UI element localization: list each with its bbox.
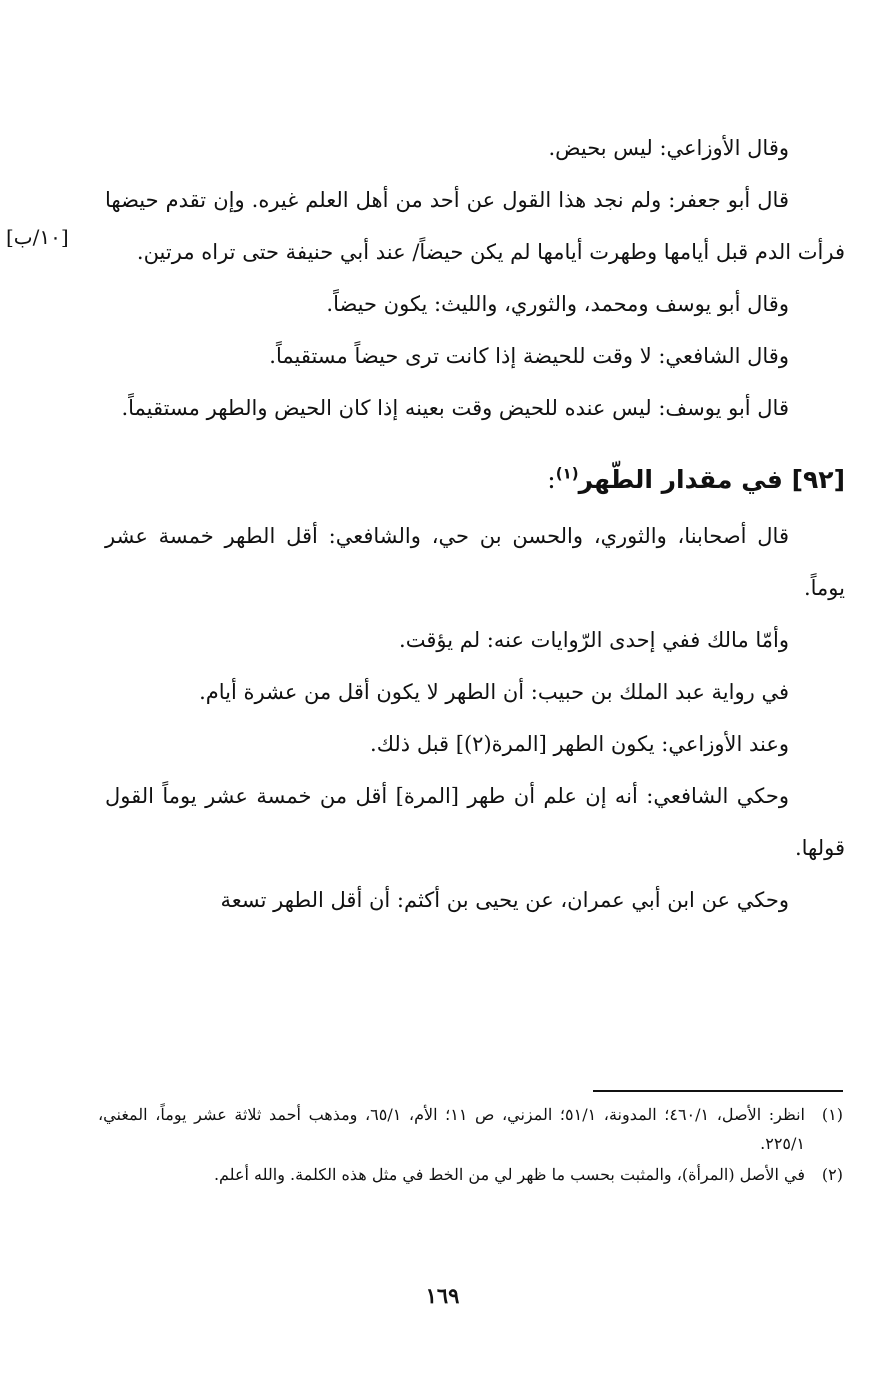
page-number: ١٦٩ bbox=[425, 1283, 460, 1308]
footnote-divider bbox=[593, 1090, 843, 1092]
paragraph-awzai-tuhr: وعند الأوزاعي: يكون الطهر [المرة(٢)] قبل ذلك. bbox=[370, 732, 789, 756]
footnote-2 bbox=[98, 1160, 843, 1189]
main-text bbox=[105, 122, 845, 926]
margin-folio-reference: [١٠/ب] bbox=[6, 225, 69, 249]
footnote-text: في الأصل (المرأة)، والمثبت بحسب ما ظهر لي من الخط في مثل هذه الكلمة. والله أعلم. bbox=[213, 1165, 805, 1184]
section-title-colon: : bbox=[547, 465, 556, 494]
paragraph-malik: وأمّا مالك ففي إحدى الرّوايات عنه: لم يؤقت. bbox=[399, 628, 789, 652]
footnotes bbox=[98, 1100, 843, 1191]
paragraph-abu-jafar: قال أبو جعفر: ولم نجد هذا القول عن أحد من أهل العلم غيره. وإن تقدم حيضها فرأت الدم قبل أيامها وطهرت أيامها لم يكن حيضاً/ عند أبي حنيفة حتى تراه مرتين. bbox=[105, 188, 845, 264]
paragraph-shafii: وقال الشافعي: لا وقت للحيضة إذا كانت ترى حيضاً مستقيماً. bbox=[269, 344, 789, 368]
paragraph-awzai: وقال الأوزاعي: ليس بحيض. bbox=[548, 136, 789, 160]
footnote-ref-1[interactable]: (١) bbox=[555, 464, 579, 483]
paragraph-ashabuna: قال أصحابنا، والثوري، والحسن بن حي، والشافعي: أقل الطهر خمسة عشر يوماً. bbox=[105, 524, 845, 600]
section-number: [٩٢] bbox=[791, 465, 845, 494]
section-title: في مقدار الطّهر bbox=[578, 465, 783, 494]
footnote-1 bbox=[98, 1100, 843, 1158]
paragraph-ibn-abi-imran: وحكي عن ابن أبي عمران، عن يحيى بن أكثم: أن أقل الطهر تسعة bbox=[220, 888, 789, 912]
footnote-number: (٢) bbox=[821, 1165, 843, 1184]
footnote-number: (١) bbox=[821, 1105, 843, 1124]
paragraph-abu-yusuf-muhammad: وقال أبو يوسف ومحمد، والثوري، والليث: يكون حيضاً. bbox=[326, 292, 789, 316]
paragraph-abu-yusuf: قال أبو يوسف: ليس عنده للحيض وقت بعينه إذا كان الحيض والطهر مستقيماً. bbox=[121, 396, 789, 420]
section-heading bbox=[105, 454, 845, 506]
footnote-text: انظر: الأصل، ٤٦٠/١؛ المدونة، ٥١/١؛ المزني، ص ١١؛ الأم، ٦٥/١، ومذهب أحمد ثلاثة عشر يوماً، المغني، ٢٢٥/١. bbox=[98, 1105, 805, 1153]
paragraph-abd-al-malik: في رواية عبد الملك بن حبيب: أن الطهر لا يكون أقل من عشرة أيام. bbox=[199, 680, 789, 704]
paragraph-shafii-hikaya: وحكي الشافعي: أنه إن علم أن طهر [المرة] أقل من خمسة عشر يوماً القول قولها. bbox=[105, 784, 845, 860]
